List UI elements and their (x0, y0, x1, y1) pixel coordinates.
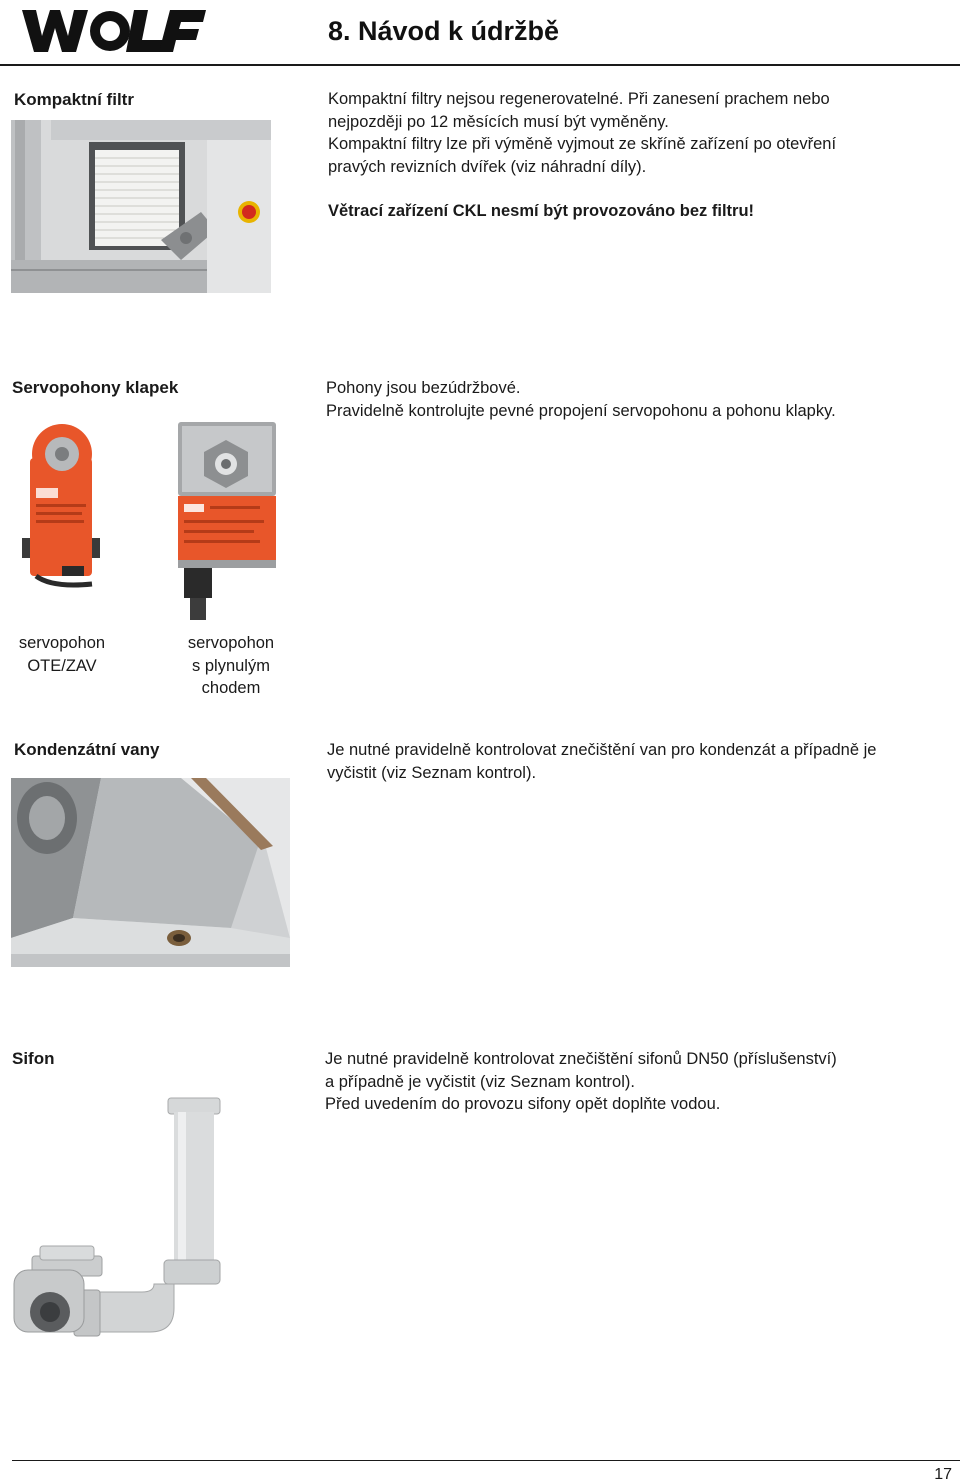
caption-line: OTE/ZAV (27, 656, 97, 675)
condensate-pan-photo (11, 778, 290, 967)
section-heading-filter: Kompaktní filtr (14, 90, 134, 109)
wolf-logo (22, 6, 208, 56)
caption-modulating (176, 632, 286, 700)
header-divider (0, 64, 960, 66)
condensate-text (327, 739, 957, 784)
filter-text (328, 88, 948, 223)
filter-photo (11, 120, 271, 293)
caption-open-close (10, 632, 114, 677)
filter-warning: Větrací zařízení CKL nesmí být provozováno bez filtru! (328, 202, 755, 220)
section-heading-condensate: Kondenzátní vany (14, 740, 160, 759)
siphon-line: Před uvedením do provozu sifony opět doplňte vodou. (325, 1095, 721, 1113)
condensate-line: Je nutné pravidelně kontrolovat znečištění van pro kondenzát a případně je (327, 741, 877, 759)
siphon-photo (10, 1094, 222, 1346)
section-heading-actuators: Servopohony klapek (12, 378, 179, 397)
caption-line: servopohon (18, 634, 106, 652)
footer-divider (12, 1460, 960, 1461)
section-heading-siphon: Sifon (12, 1049, 55, 1068)
siphon-text (325, 1048, 955, 1116)
filter-line: Kompaktní filtry nejsou regenerovatelné. Při zanesení prachem nebo (328, 90, 830, 108)
actuators-line: Pravidelně kontrolujte pevné propojení servopohonu a pohonu klapky. (326, 401, 836, 420)
caption-line: servopohon (187, 634, 275, 652)
filter-line: pravých revizních dvířek (viz náhradní díly). (328, 157, 647, 176)
actuators-line: Pohony jsou bezúdržbové. (326, 379, 521, 397)
siphon-line: Je nutné pravidelně kontrolovat znečištění sifonů DN50 (příslušenství) (325, 1050, 837, 1068)
actuator-open-close-photo (22, 418, 106, 594)
caption-line: chodem (201, 679, 261, 697)
page-number: 17 (934, 1466, 952, 1483)
actuators-text (326, 377, 946, 422)
page-title: 8. Návod k údržbě (328, 16, 560, 46)
filter-line: Kompaktní filtry lze při výměně vyjmout ze skříně zařízení po otevření (328, 135, 837, 153)
siphon-line: a případně je vyčistit (viz Seznam kontrol). (325, 1072, 635, 1091)
condensate-line: vyčistit (viz Seznam kontrol). (327, 763, 537, 782)
filter-line: nejpozději po 12 měsících musí být vyměněny. (328, 112, 669, 131)
actuator-modulating-photo (176, 422, 278, 622)
caption-line: s plynulým (192, 656, 270, 675)
